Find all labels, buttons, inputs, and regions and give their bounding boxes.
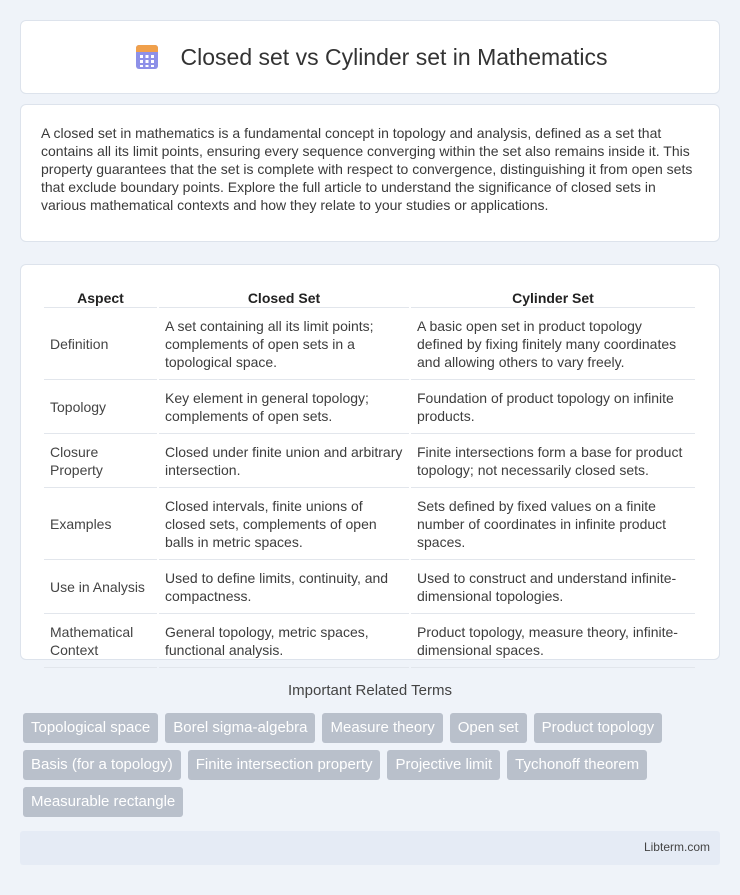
title-card — [20, 20, 720, 94]
page-title: Closed set vs Cylinder set in Mathematics — [180, 43, 608, 70]
footer-site-link[interactable]: Libterm.com — [643, 840, 710, 854]
row-closed-set: Closed under finite union and arbitrary intersection. — [159, 434, 409, 488]
row-closed-set: General topology, metric spaces, functional analysis. — [159, 614, 409, 668]
table-row — [44, 308, 695, 380]
row-closed-set: Closed intervals, finite unions of closed sets, complements of open balls in metric spaces. — [159, 488, 409, 560]
table-row — [44, 614, 695, 668]
row-cylinder-set: Used to construct and understand infinite-dimensional topologies. — [411, 560, 695, 614]
related-term-tag[interactable]: Basis (for a topology) — [23, 750, 181, 780]
table-row — [44, 488, 695, 560]
row-aspect: Definition — [44, 308, 157, 380]
row-closed-set: A set containing all its limit points; complements of open sets in a topological space. — [159, 308, 409, 380]
related-terms-list — [23, 713, 723, 824]
table-row — [44, 380, 695, 434]
row-cylinder-set: A basic open set in product topology defined by fixing finitely many coordinates and allowing others to vary freely. — [411, 308, 695, 380]
related-term-tag[interactable]: Finite intersection property — [188, 750, 381, 780]
related-term-tag[interactable]: Open set — [450, 713, 527, 743]
row-cylinder-set: Finite intersections form a base for product topology; not necessarily closed sets. — [411, 434, 695, 488]
calculator-icon — [133, 43, 161, 71]
related-term-tag[interactable]: Projective limit — [387, 750, 500, 780]
header-cylinder-set: Cylinder Set — [411, 285, 695, 308]
related-term-tag[interactable]: Borel sigma-algebra — [165, 713, 315, 743]
table-row — [44, 434, 695, 488]
footer — [20, 831, 720, 865]
related-term-tag[interactable]: Tychonoff theorem — [507, 750, 647, 780]
row-aspect: Closure Property — [44, 434, 157, 488]
row-cylinder-set: Product topology, measure theory, infinite-dimensional spaces. — [411, 614, 695, 668]
related-terms-title: Important Related Terms — [288, 682, 452, 699]
intro-card — [20, 104, 720, 242]
intro-text: A closed set in mathematics is a fundamental concept in topology and analysis, defined as a set that contains all its limit points, ensuring every sequence converging within the set also remains inside it. This property guarantees that the set is complete with respect to convergence, distinguishing it from open sets that exclude boundary points. Explore the full article to understand the significance of closed sets in various mathematical contexts and how they relate to your studies or applications. — [41, 125, 693, 213]
related-term-tag[interactable]: Measure theory — [322, 713, 442, 743]
row-closed-set: Key element in general topology; complements of open sets. — [159, 380, 409, 434]
related-term-tag[interactable]: Measurable rectangle — [23, 787, 183, 817]
table-header-row — [44, 285, 695, 308]
header-aspect: Aspect — [44, 285, 157, 308]
row-cylinder-set: Sets defined by fixed values on a finite number of coordinates in infinite product spaces. — [411, 488, 695, 560]
row-closed-set: Used to define limits, continuity, and compactness. — [159, 560, 409, 614]
row-aspect: Examples — [44, 488, 157, 560]
table-row — [44, 560, 695, 614]
header-closed-set: Closed Set — [159, 285, 409, 308]
row-aspect: Use in Analysis — [44, 560, 157, 614]
row-cylinder-set: Foundation of product topology on infinite products. — [411, 380, 695, 434]
row-aspect: Topology — [44, 380, 157, 434]
row-aspect: Mathematical Context — [44, 614, 157, 668]
related-term-tag[interactable]: Product topology — [534, 713, 663, 743]
comparison-card — [20, 264, 720, 660]
comparison-table — [42, 285, 697, 668]
related-term-tag[interactable]: Topological space — [23, 713, 158, 743]
